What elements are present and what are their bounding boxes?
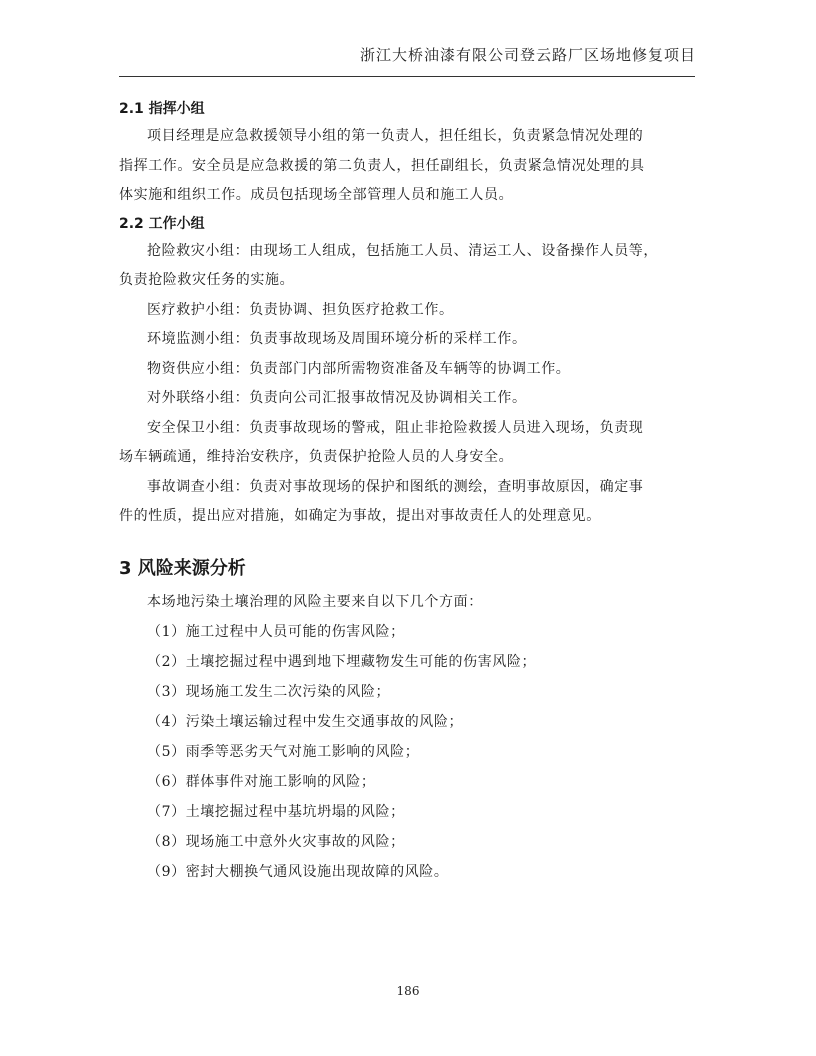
list-item: （8）现场施工中意外火灾事故的风险； [147,834,405,850]
list-item: （6）群体事件对施工影响的风险； [147,774,376,790]
paragraph-line: 环境监测小组：负责事故现场及周围环境分析的采样工作。 [147,331,527,347]
paragraph-line: 件的性质，提出应对措施，如确定为事故，提出对事故责任人的处理意见。 [119,508,601,524]
paragraph-supply-group [119,355,697,385]
page-content [119,96,697,887]
list-item: （2）土壤挖掘过程中遇到地下埋藏物发生可能的伤害风险； [147,654,537,670]
list-item: （7）土壤挖掘过程中基坑坍塌的风险； [147,804,405,820]
paragraph-medical-group [119,296,697,326]
list-item: （4）污染土壤运输过程中发生交通事故的风险； [147,714,464,730]
paragraph-line: 医疗救护小组：负责协调、担负医疗抢救工作。 [147,301,454,318]
paragraph-line: 体实施和组织工作。成员包括现场全部管理人员和施工人员。 [119,187,514,203]
paragraph-line: 负责抢险救灾任务的实施。 [119,272,295,288]
paragraph-command-group [119,122,697,211]
paragraph-line: 事故调查小组：负责对事故现场的保护和图纸的测绘，查明事故原因，确定事 [147,478,644,495]
document-header-title: 浙江大桥油漆有限公司登云路厂区场地修复项目 [359,46,696,64]
paragraph-monitoring-group [119,325,697,355]
section-heading-3: 3 风险来源分析 [119,557,246,579]
list-item: （5）雨季等恶劣天气对施工影响的风险； [147,744,420,760]
paragraph-investigation-group [119,473,697,532]
section-heading-2-1: 2.1 指挥小组 [119,101,205,117]
page-number: 186 [396,984,420,998]
header-divider [119,76,695,77]
list-item: （9）密封大棚换气通风设施出现故障的风险。 [147,864,449,880]
paragraph-security-group [119,414,697,473]
paragraph-line: 场车辆疏通，维持治安秩序，负责保护抢险人员的人身安全。 [119,449,514,465]
paragraph-line: 物资供应小组：负责部门内部所需物资准备及车辆等的协调工作。 [147,360,571,377]
section-heading-2-2: 2.2 工作小组 [119,215,205,232]
list-item: （1）施工过程中人员可能的伤害风险； [147,624,405,640]
risk-intro: 本场地污染土壤治理的风险主要来自以下几个方面： [147,593,483,610]
paragraph-line: 安全保卫小组：负责事故现场的警戒，阻止非抢险救援人员进入现场，负责现 [147,419,644,436]
list-item: （3）现场施工发生二次污染的风险； [147,684,391,700]
risk-list [119,617,697,887]
paragraph-liaison-group [119,384,697,414]
paragraph-rescue-group [119,237,697,296]
paragraph-line: 对外联络小组：负责向公司汇报事故情况及协调相关工作。 [147,390,527,406]
paragraph-line: 抢险救灾小组：由现场工人组成，包括施工人员、清运工人、设备操作人员等， [147,242,658,259]
paragraph-line: 项目经理是应急救援领导小组的第一负责人，担任组长，负责紧急情况处理的 [147,128,644,144]
paragraph-line: 指挥工作。安全员是应急救援的第二负责人，担任副组长，负责紧急情况处理的具 [119,157,645,174]
